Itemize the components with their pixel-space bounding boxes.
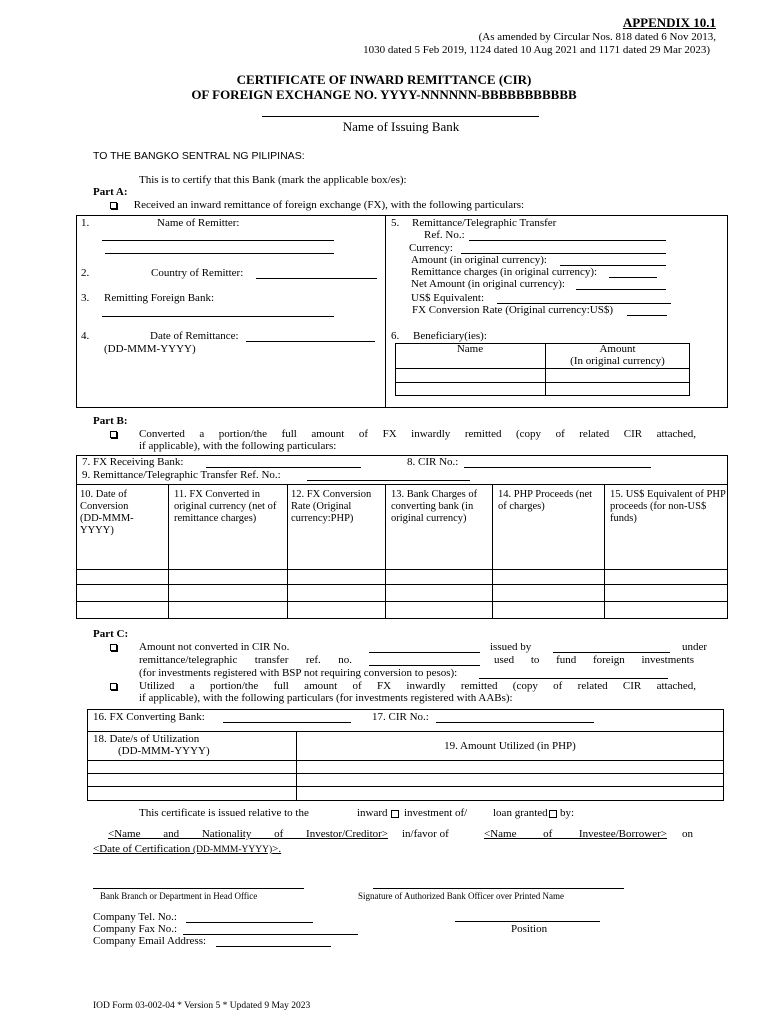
part-b-option-text: Converted a portion/the full amount of FX inwardly remitted (copy of related CIR attached, <box>139 428 696 440</box>
row-line-3 <box>76 601 728 602</box>
part-c-label: Part C: <box>93 628 129 640</box>
form-footer: IOD Form 03-002-04 * Version 5 * Updated 9 May 2023 <box>93 1001 311 1011</box>
field-1-label: Name of Remitter: <box>157 217 240 229</box>
beneficiary-name-header: Name <box>456 343 484 355</box>
usd-equivalent-label: US$ Equivalent: <box>411 292 485 304</box>
net-amount-label: Net Amount (in original currency): <box>411 278 565 290</box>
branch-line[interactable] <box>93 888 304 889</box>
beneficiary-amount-cell-1[interactable] <box>546 369 689 382</box>
col-divider-2 <box>287 484 288 619</box>
part-a-label: Part A: <box>93 186 128 198</box>
part-c-opt1-a: Amount not converted in CIR No. <box>139 641 290 653</box>
part-c-cir-label: 17. CIR No.: <box>372 711 429 723</box>
charges-label: Remittance charges (in original currency): <box>411 266 598 278</box>
field-6-label: Beneficiary(ies): <box>413 330 487 342</box>
part-b-checkbox-icon[interactable] <box>110 431 117 438</box>
col-divider-3 <box>385 484 386 619</box>
tt-ref-label: 9. Remittance/Telegraphic Transfer Ref. No.: <box>82 469 281 481</box>
date-placeholder-format: (DD-MMM-YYYY) <box>192 845 273 855</box>
part-c-opt2-b: if applicable), with the following particulars (for investments registered with AABs): <box>139 692 513 704</box>
position-label: Position <box>511 923 548 935</box>
net-amount-line[interactable] <box>576 289 666 290</box>
remitting-bank-line[interactable] <box>102 316 334 317</box>
ref-no-label: Ref. No.: <box>424 229 465 241</box>
part-c-checkbox-1-icon[interactable] <box>110 644 117 651</box>
row-line-1 <box>76 569 728 570</box>
investee-placeholder[interactable]: <Name of Investee/Borrower> <box>484 828 667 840</box>
cert-line-1-a: This certificate is issued relative to the <box>139 807 309 819</box>
title-line-1: CERTIFICATE OF INWARD REMITTANCE (CIR) <box>236 72 532 87</box>
fx-converting-bank-label: 16. FX Converting Bank: <box>93 711 205 723</box>
col-divider-5 <box>604 484 605 619</box>
part-c-row-line-2 <box>87 773 724 774</box>
date-placeholder-c: >. <box>272 843 282 855</box>
cert-line-1-b: inward <box>357 807 388 819</box>
part-c-option-1-checkbox[interactable] <box>110 641 117 653</box>
field-3-label: Remitting Foreign Bank: <box>104 292 214 304</box>
part-c-cir-line[interactable] <box>436 722 594 723</box>
col-10-header: 10. Date of Conversion (DD-MMM-YYYY) <box>80 489 134 536</box>
loan-granted-checkbox[interactable] <box>549 808 557 820</box>
company-tel-line[interactable] <box>186 922 313 923</box>
inward-investment-checkbox[interactable] <box>391 808 399 820</box>
part-c-row-line-3 <box>87 786 724 787</box>
cert-line-1-c: investment of/ <box>404 807 468 819</box>
remitter-name-line-2[interactable] <box>105 253 334 254</box>
addressee: TO THE BANGKO SENTRAL NG PILIPINAS: <box>93 150 305 162</box>
part-c-row-line-1 <box>87 760 724 761</box>
certification-date-placeholder[interactable] <box>93 843 281 855</box>
part-a-option[interactable] <box>110 199 524 211</box>
field-4-format: (DD-MMM-YYYY) <box>104 343 196 355</box>
officer-signature-line[interactable] <box>373 888 624 889</box>
part-a-checkbox-icon[interactable] <box>110 202 117 209</box>
col-divider-1 <box>168 484 169 619</box>
field-4-num: 4. <box>81 330 90 342</box>
part-c-opt1-f: (for investments registered with BSP not requiring conversion to pesos): <box>139 667 458 679</box>
fx-receiving-bank-line[interactable] <box>206 467 361 468</box>
amendment-line-1: (As amended by Circular Nos. 818 dated 6 Nov 2013, <box>478 31 716 43</box>
col-13-header: 13. Bank Charges of converting bank (in original currency) <box>391 489 478 524</box>
cert-line-1-d: loan granted <box>493 807 548 819</box>
remitter-country-line[interactable] <box>256 278 377 279</box>
part-c-opt1-e: used to fund foreign investments <box>494 654 694 666</box>
fx-rate-label: FX Conversion Rate (Original currency:US$) <box>412 304 614 316</box>
beneficiary-name-cell-2[interactable] <box>396 383 545 395</box>
field-3-num: 3. <box>81 292 90 304</box>
col-11-header: 11. FX Converted in original currency (net of remittance charges) <box>174 489 277 524</box>
intro-text: This is to certify that this Bank (mark the applicable box/es): <box>139 174 407 186</box>
title-line-2: OF FOREIGN EXCHANGE NO. YYYY-NNNNNN-BBBBBBBBBBB <box>191 87 577 102</box>
company-tel-label: Company Tel. No.: <box>93 911 177 923</box>
beneficiary-amount-header: Amount <box>599 343 636 355</box>
company-email-label: Company Email Address: <box>93 935 207 947</box>
issuing-bank-line[interactable] <box>262 116 539 117</box>
col-12-header: 12. FX Conversion Rate (Original currency:PHP) <box>291 489 372 524</box>
part-c-investment-line[interactable] <box>479 678 668 679</box>
utilization-date-format: (DD-MMM-YYYY) <box>118 745 210 757</box>
remitter-name-line-1[interactable] <box>102 240 334 241</box>
beneficiary-name-cell-1[interactable] <box>396 369 545 382</box>
issuing-bank-label: Name of Issuing Bank <box>342 119 460 134</box>
beneficiary-amount-subheader: (In original currency) <box>570 355 665 367</box>
field-2-label: Country of Remitter: <box>151 267 244 279</box>
field-6-num: 6. <box>391 330 400 342</box>
ref-no-line[interactable] <box>469 240 666 241</box>
amount-label: Amount (in original currency): <box>411 254 547 266</box>
part-b-header-line <box>76 484 728 485</box>
position-line[interactable] <box>455 921 600 922</box>
col-15-header: 15. US$ Equivalent of PHP proceeds (for non-US$ funds) <box>610 489 726 524</box>
part-c-ref-no-line[interactable] <box>369 665 480 666</box>
part-a-option-text: Received an inward remittance of foreign exchange (FX), with the following particulars: <box>133 199 525 211</box>
investor-placeholder[interactable]: <Name and Nationality of Investor/Creditor> <box>108 828 388 840</box>
part-c-opt2-a: Utilized a portion/the full amount of FX inwardly remitted (copy of related CIR attached, <box>139 680 696 692</box>
part-c-opt1-c: under <box>682 641 708 653</box>
field-5-label: Remittance/Telegraphic Transfer <box>412 217 557 229</box>
row-line-2 <box>76 584 728 585</box>
loan-granted-checkbox-icon[interactable] <box>549 810 557 818</box>
in-favor-text: in/favor of <box>402 828 449 840</box>
part-b-option[interactable] <box>110 428 696 440</box>
fx-receiving-bank-label: 7. FX Receiving Bank: <box>82 456 184 468</box>
inward-investment-checkbox-icon[interactable] <box>391 810 399 818</box>
col-14-header: 14. PHP Proceeds (net of charges) <box>498 489 593 512</box>
fx-converting-bank-line[interactable] <box>223 722 351 723</box>
part-b-label: Part B: <box>93 415 128 427</box>
branch-label: Bank Branch or Department in Head Office <box>100 891 258 901</box>
cir-no-line[interactable] <box>464 467 651 468</box>
amount-utilized-header: 19. Amount Utilized (in PHP) <box>444 740 576 752</box>
beneficiary-amount-cell-2[interactable] <box>546 383 689 395</box>
part-c-opt1-d: remittance/telegraphic transfer ref. no. <box>139 654 352 666</box>
col-divider-4 <box>492 484 493 619</box>
part-c-issued-by-line[interactable] <box>553 652 670 653</box>
appendix-label: APPENDIX 10.1 <box>622 15 716 30</box>
utilization-date-label: 18. Date/s of Utilization <box>93 733 200 745</box>
field-4-label: Date of Remittance: <box>150 330 239 342</box>
tt-ref-line[interactable] <box>307 480 470 481</box>
currency-label: Currency: <box>409 242 453 254</box>
date-placeholder-a: <Date of Certification <box>93 843 193 855</box>
company-fax-label: Company Fax No.: <box>93 923 178 935</box>
amendment-line-2: 1030 dated 5 Feb 2019, 1124 dated 10 Aug 2021 and 1171 dated 29 Mar 2023) <box>363 44 710 56</box>
field-5-num: 5. <box>391 217 400 229</box>
charges-line[interactable] <box>609 277 657 278</box>
company-fax-line[interactable] <box>183 934 358 935</box>
company-email-line[interactable] <box>216 946 331 947</box>
on-text: on <box>682 828 693 840</box>
field-2-num: 2. <box>81 267 90 279</box>
part-c-option-2-checkbox[interactable] <box>110 680 117 692</box>
cir-no-label: 8. CIR No.: <box>407 456 459 468</box>
part-c-opt1-b: issued by <box>490 641 532 653</box>
fx-rate-line[interactable] <box>627 315 667 316</box>
cert-line-1-e: by: <box>560 807 575 819</box>
field-1-num: 1. <box>81 217 90 229</box>
part-c-checkbox-2-icon[interactable] <box>110 683 117 690</box>
part-a-divider <box>385 215 386 408</box>
part-b-option-text-2: if applicable), with the following particulars: <box>139 440 337 452</box>
remittance-date-line[interactable] <box>246 341 375 342</box>
part-c-cir-no-line[interactable] <box>369 652 480 653</box>
officer-signature-label: Signature of Authorized Bank Officer over Printed Name <box>358 891 565 901</box>
part-c-header-line <box>87 731 724 732</box>
